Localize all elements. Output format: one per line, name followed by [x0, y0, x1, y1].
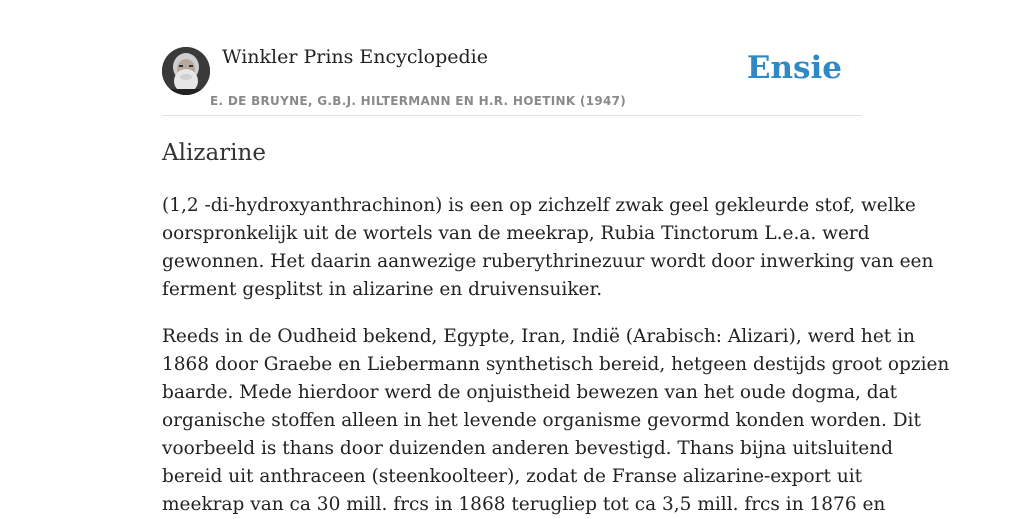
paragraph-line: 1868 door Graebe en Liebermann synthetisch bereid, hetgeen destijds groot opzien: [162, 354, 950, 375]
article-page: [162, 0, 950, 515]
paragraph-line: bereid uit anthraceen (steenkoolteer), zodat de Franse alizarine-export uit: [162, 466, 863, 487]
encyclopedia-title[interactable]: Winkler Prins Encyclopedie: [222, 46, 488, 68]
paragraph-line: ferment gesplitst in alizarine en druivensuiker.: [162, 279, 603, 300]
paragraph-line: gewonnen. Het daarin aanwezige ruberythrinezuur wordt door inwerking van een: [162, 251, 934, 272]
paragraph-line: Reeds in de Oudheid bekend, Egypte, Iran, Indië (Arabisch: Alizari), werd het in: [162, 326, 915, 347]
paragraph-line: organische stoffen alleen in het levende organisme gevormd konden worden. Dit: [162, 410, 921, 431]
paragraph-line: oorspronkelijk uit de wortels van de meekrap, Rubia Tinctorum L.e.a. werd: [162, 223, 870, 244]
ensie-logo[interactable]: Ensie: [746, 50, 842, 86]
paragraph-line: baarde. Mede hierdoor werd de onjuistheid bewezen van het oude dogma, dat: [162, 382, 898, 403]
article-title: Alizarine: [162, 140, 266, 166]
portrait-image: [162, 47, 210, 95]
encyclopedia-header: [162, 0, 862, 116]
paragraph-line: (1,2 -di-hydroxyanthrachinon) is een op zichzelf zwak geel gekleurde stof, welke: [162, 195, 916, 216]
paragraph-line: voorbeeld is thans door duizenden anderen bevestigd. Thans bijna uitsluitend: [162, 438, 893, 459]
paragraph-line: meekrap van ca 30 mill. frcs in 1868 terugliep tot ca 3,5 mill. frcs in 1876 en: [162, 494, 886, 515]
author-portrait-avatar[interactable]: [162, 47, 210, 95]
article-paragraph-2: [162, 323, 950, 519]
article-paragraph-1: [162, 192, 934, 304]
encyclopedia-authors: E. DE BRUYNE, G.B.J. HILTERMANN EN H.R. HOETINK (1947): [210, 94, 627, 108]
